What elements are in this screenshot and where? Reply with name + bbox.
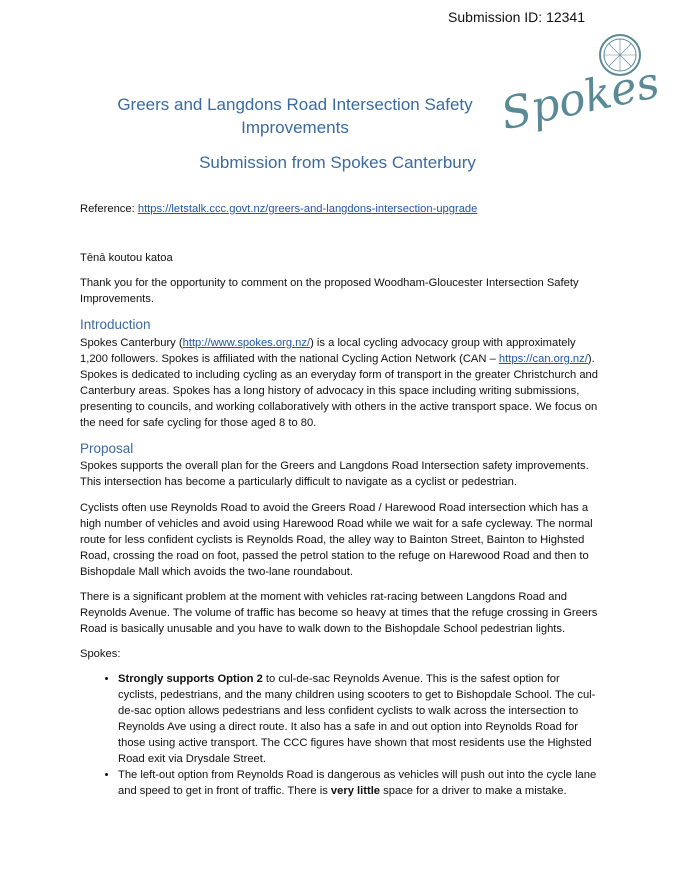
reference-link[interactable]: https://letstalk.ccc.govt.nz/greers-and-langdons-intersection-upgrade xyxy=(137,203,478,215)
bullet-1-text: to cul-de-sac Reynolds Avenue. This is the safest option for cyclists, pedestrians, and the many children using scooters to get to Bishopdale School. The cul-de-sac option allows pedestrians and less confident cyclists to walk across the intersection to Reynolds Ave using a direct route. It also has a safe in and out option into Reynolds Road for those using active transport. The CCC figures have shown that most residents use the Highsted Road exit via Drysdale Street. xyxy=(118,673,596,765)
introduction-heading: Introduction xyxy=(80,317,151,332)
bullet-2-bold: very little xyxy=(330,785,381,797)
page-subtitle: Submission from Spokes Canterbury xyxy=(199,153,476,172)
title-line-1: Greers and Langdons Road Intersection Safety xyxy=(117,95,473,114)
spokes-label: Spokes: xyxy=(80,648,121,660)
proposal-bullet-list xyxy=(80,671,600,799)
intro-text-1: Spokes Canterbury ( xyxy=(80,337,183,349)
bullet-1-bold: Strongly supports Option 2 xyxy=(118,673,263,685)
intro-text-2: ) is a local cycling advocacy group with approximately 1,200 followers. Spokes is affiliated with the national Cycling Action Network (CAN – xyxy=(80,337,576,365)
intro-text-3: ). Spokes is dedicated to including cycling as an everyday form of transport in the greater Christchurch and Canterbury areas. Spokes has a long history of advocacy in this space including writing submissions, presenting to councils, and working collaboratively with others in the active transport space. We focus on the need for safe cycling for those aged 8 to 80. xyxy=(80,353,599,429)
bullet-left-out xyxy=(118,767,600,799)
can-website-link[interactable]: https://can.org.nz/ xyxy=(498,353,588,365)
proposal-paragraph-1: Spokes supports the overall plan for the Greers and Langdons Road Intersection safety improvements. This intersection has become a particularly difficult to navigate as a cyclist or pedestrian. xyxy=(80,460,589,488)
reference-label: Reference: xyxy=(80,203,138,215)
submission-id: Submission ID: 12341 xyxy=(448,9,585,25)
spokes-website-link[interactable]: http://www.spokes.org.nz/ xyxy=(182,337,311,349)
bullet-2-text-a: The left-out option from Reynolds Road is dangerous as vehicles will push out into the cycle lane and speed to get in front of traffic. There is xyxy=(118,769,597,797)
title-line-2: Improvements xyxy=(241,118,349,137)
spokes-logo xyxy=(496,30,664,141)
page-title xyxy=(80,93,510,139)
greeting: Tēnā koutou katoa xyxy=(80,252,173,264)
bullet-option-2 xyxy=(118,671,600,767)
proposal-paragraph-2: Cyclists often use Reynolds Road to avoid the Greers Road / Harewood Road intersection which has a high number of vehicles and avoid using Harewood Road while we wait for a safe cycleway. The normal route for less confident cyclists is Reynolds Road, the alley way to Bainton Street, Bainton to Highsted Road, crossing the road on foot, passed the petrol station to the refuge on Harewood Road and then to Bishopdale Mall which avoids the two-lane roundabout. xyxy=(80,502,593,578)
reference-line xyxy=(80,201,600,217)
proposal-paragraph-3: There is a significant problem at the moment with vehicles rat-racing between Langdons Road and Reynolds Avenue. The volume of traffic has become so heavy at times that the refuge crossing in Greers Road is basically unusable and you have to walk down to the Bishopdale School pedestrian lights. xyxy=(80,591,598,635)
introduction-paragraph xyxy=(80,335,600,431)
bullet-2-text-b: space for a driver to make a mistake. xyxy=(380,785,567,797)
thanks-paragraph: Thank you for the opportunity to comment on the proposed Woodham-Gloucester Intersection Safety Improvements. xyxy=(80,277,579,305)
logo-text: Spokes xyxy=(496,57,664,141)
proposal-heading: Proposal xyxy=(80,441,134,456)
